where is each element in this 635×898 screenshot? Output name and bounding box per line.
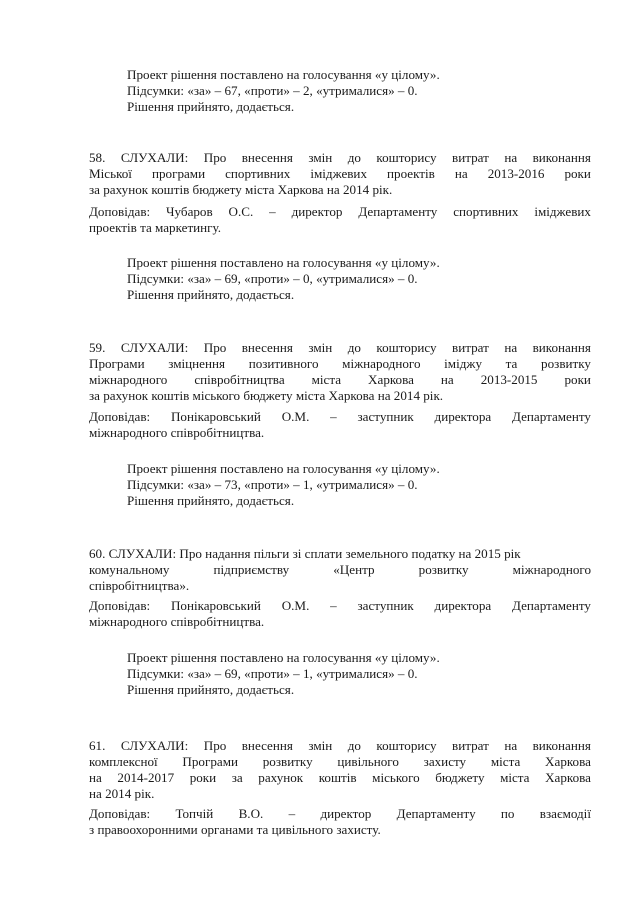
word: зміцнення [168, 356, 226, 371]
word: по [500, 806, 515, 821]
word: іміджевих [534, 204, 591, 219]
word: О.М. [281, 598, 310, 613]
word: на [454, 166, 468, 181]
word: – [269, 204, 276, 219]
word: Топчій [175, 806, 214, 821]
word: спортивних [225, 166, 291, 181]
item-59-results-vote-line: Проект рішення поставлено на голосування «у цілому». [127, 461, 440, 476]
word: Програми [89, 356, 145, 371]
word: цивільного [337, 754, 399, 769]
word: Понікаровський [170, 598, 261, 613]
word: кошторису [376, 738, 437, 753]
word: міського [372, 770, 420, 785]
word: Програми [182, 754, 238, 769]
results-tally-line: Підсумки: «за» – 67, «проти» – 2, «утрималися» – 0. [127, 83, 418, 98]
word: на [504, 738, 518, 753]
item-61-heard-line-4: на 2014 рік. [89, 786, 155, 801]
word: Департаменту [511, 409, 591, 424]
word: Про [203, 150, 227, 165]
word: Доповідав: [89, 598, 151, 613]
word: до [347, 738, 361, 753]
word: рахунок [258, 770, 304, 785]
item-59-speaker-line-2: міжнародного співробітництва. [89, 425, 265, 440]
word: Харкова [368, 372, 414, 387]
word: Харкова [545, 770, 591, 785]
word: Департаменту [511, 598, 591, 613]
word: заступник [357, 598, 414, 613]
word: змін [308, 150, 333, 165]
item-59-heard-line-1 [89, 340, 591, 355]
item-61-heard-line-2 [89, 754, 591, 769]
word: підприємству [213, 562, 290, 577]
word: на [504, 340, 518, 355]
word: змін [308, 738, 333, 753]
results-vote-line: Проект рішення поставлено на голосування «у цілому». [127, 67, 440, 82]
word: Про [203, 340, 227, 355]
item-59-results-decision-line: Рішення прийнято, додається. [127, 493, 295, 508]
word: Доповідав: [89, 806, 151, 821]
word: Міської [89, 166, 132, 181]
word: за [231, 770, 243, 785]
word: міста [500, 770, 530, 785]
word: кошторису [376, 150, 437, 165]
item-60-heard-line-3: співробітництва». [89, 578, 190, 593]
word: Доповідав: [89, 409, 151, 424]
item-59-speaker-line-1 [89, 409, 591, 424]
word: до [347, 340, 361, 355]
word: міжнародного [512, 562, 591, 577]
results-decision-line: Рішення прийнято, додається. [127, 99, 295, 114]
word: внесення [241, 150, 293, 165]
item-60-heard-line-1: 60. СЛУХАЛИ: Про надання пільги зі сплати земельного податку на 2015 рік [89, 546, 521, 561]
word: СЛУХАЛИ: [120, 738, 189, 753]
word: Департаменту [396, 806, 476, 821]
item-60-heard-line-2 [89, 562, 591, 577]
word: витрат [452, 340, 489, 355]
word: 2013-2015 [480, 372, 538, 387]
item-61-heard-line-1 [89, 738, 591, 753]
item-58-speaker-line-2: проектів та маркетингу. [89, 220, 222, 235]
word: іміджу [444, 356, 482, 371]
word: витрат [452, 150, 489, 165]
item-60-results-decision-line: Рішення прийнято, додається. [127, 682, 295, 697]
word: директор [291, 204, 343, 219]
item-59-heard-line-2 [89, 356, 591, 371]
word: внесення [241, 340, 293, 355]
word: взаємодії [539, 806, 591, 821]
word: внесення [241, 738, 293, 753]
word: виконання [532, 150, 591, 165]
word: – [330, 598, 337, 613]
word: Понікаровський [170, 409, 261, 424]
word: директора [434, 598, 492, 613]
item-61-speaker-line-2: з правоохоронними органами та цивільного захисту. [89, 822, 381, 837]
word: – [288, 806, 296, 821]
word: іміджевих [310, 166, 367, 181]
word: О.М. [281, 409, 310, 424]
word: міста [490, 754, 521, 769]
word: розвитку [418, 562, 469, 577]
item-61-heard-line-3 [89, 770, 591, 785]
word: кошторису [376, 340, 437, 355]
word: 2013-2016 [487, 166, 545, 181]
word: міжнародного [89, 372, 168, 387]
word: розвитку [262, 754, 313, 769]
word: Харкова [545, 754, 591, 769]
item-58-results-tally-line: Підсумки: «за» – 69, «проти» – 0, «утрималися» – 0. [127, 271, 418, 286]
word: на [89, 770, 102, 785]
item-60-results-vote-line: Проект рішення поставлено на голосування «у цілому». [127, 650, 440, 665]
word: комплексної [89, 754, 158, 769]
word: В.О. [238, 806, 264, 821]
word: захисту [423, 754, 467, 769]
item-58-results-vote-line: Проект рішення поставлено на голосування «у цілому». [127, 255, 440, 270]
word: директора [434, 409, 492, 424]
item-58-speaker-line-1 [89, 204, 591, 219]
word: розвитку [541, 356, 591, 371]
word: на [440, 372, 454, 387]
word: роки [564, 166, 591, 181]
word: спортивних [453, 204, 519, 219]
word: О.С. [228, 204, 254, 219]
word: виконання [532, 340, 591, 355]
word: 2014-2017 [117, 770, 175, 785]
word: Про [203, 738, 227, 753]
word: «Центр [333, 562, 375, 577]
item-58-results-decision-line: Рішення прийнято, додається. [127, 287, 295, 302]
word: СЛУХАЛИ: [120, 340, 189, 355]
item-60-speaker-line-2: міжнародного співробітництва. [89, 614, 265, 629]
word: директор [320, 806, 372, 821]
word: Чубаров [166, 204, 213, 219]
word: роки [189, 770, 217, 785]
word: 61. [89, 738, 106, 753]
word: виконання [532, 738, 591, 753]
item-58-heard-line-3: за рахунок коштів бюджету міста Харкова на 2014 рік. [89, 182, 393, 197]
word: міжнародного [342, 356, 421, 371]
word: 58. [89, 150, 106, 165]
word: міста [311, 372, 342, 387]
word: 59. [89, 340, 106, 355]
word: змін [308, 340, 333, 355]
word: до [347, 150, 361, 165]
item-58-heard-line-1 [89, 150, 591, 165]
word: на [504, 150, 518, 165]
word: Департаменту [358, 204, 438, 219]
word: Доповідав: [89, 204, 151, 219]
word: та [505, 356, 518, 371]
item-59-heard-line-4: за рахунок коштів міського бюджету міста Харкова на 2014 рік. [89, 388, 444, 403]
word: СЛУХАЛИ: [120, 150, 189, 165]
word: комунальному [89, 562, 170, 577]
word: – [330, 409, 337, 424]
item-59-results-tally-line: Підсумки: «за» – 73, «проти» – 1, «утрималися» – 0. [127, 477, 418, 492]
item-58-heard-line-2 [89, 166, 591, 181]
item-60-speaker-line-1 [89, 598, 591, 613]
word: бюджету [435, 770, 485, 785]
word: програми [151, 166, 206, 181]
word: коштів [318, 770, 357, 785]
item-61-speaker-line-1 [89, 806, 591, 821]
item-59-heard-line-3 [89, 372, 591, 387]
word: заступник [357, 409, 414, 424]
word: витрат [452, 738, 489, 753]
word: роки [564, 372, 591, 387]
word: проектів [387, 166, 435, 181]
word: позитивного [248, 356, 319, 371]
word: співробітництва [194, 372, 285, 387]
item-60-results-tally-line: Підсумки: «за» – 69, «проти» – 1, «утрималися» – 0. [127, 666, 418, 681]
